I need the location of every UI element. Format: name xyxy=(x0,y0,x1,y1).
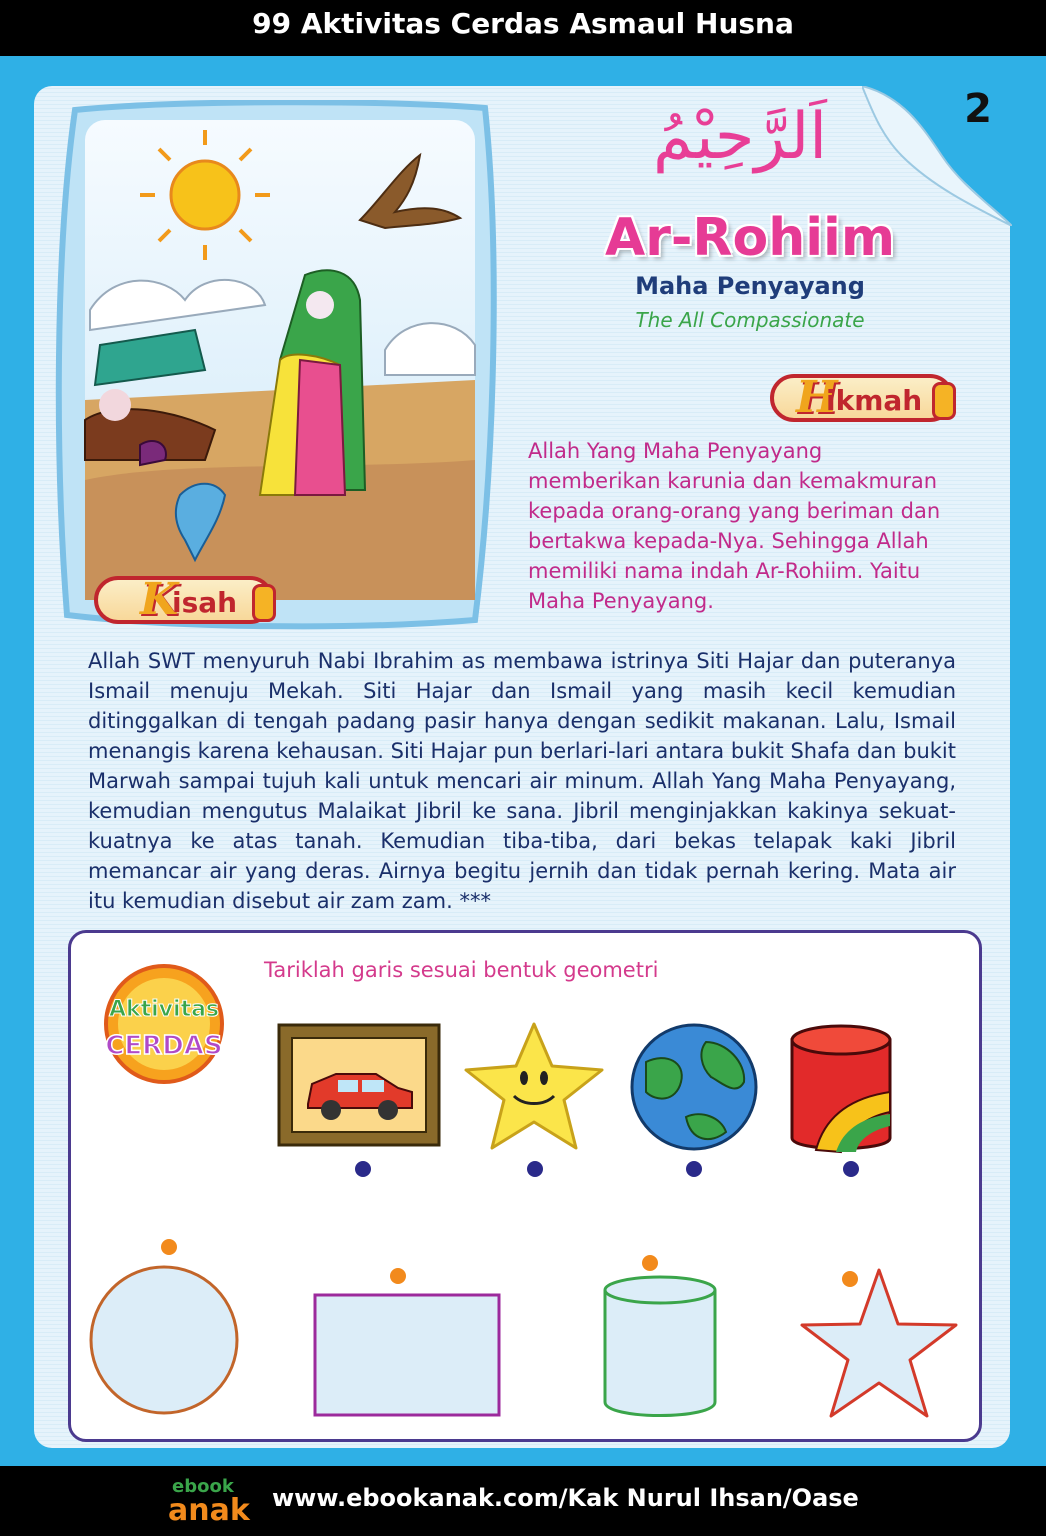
top-dot-4[interactable] xyxy=(843,1161,859,1177)
red-cylinder-can xyxy=(786,1022,896,1156)
kisah-initial: K xyxy=(140,574,179,625)
bottom-dot-3[interactable] xyxy=(642,1255,658,1271)
hikmah-initial: H xyxy=(796,372,838,423)
top-dot-2[interactable] xyxy=(527,1161,543,1177)
bottom-dot-1[interactable] xyxy=(161,1239,177,1255)
rectangle-shape xyxy=(312,1292,502,1418)
hikmah-text: Allah Yang Maha Penyayang memberikan karunia dan kemakmuran kepada orang-orang yang beriman dan bertakwa kepada-Nya. Sehingga Allah memiliki nama indah Ar-Rohiim. Yaitu Maha Penyayang. xyxy=(528,439,941,613)
top-dot-3[interactable] xyxy=(686,1161,702,1177)
story-illustration xyxy=(55,100,500,630)
scroll-cap-icon xyxy=(932,382,956,420)
book-title: 99 Aktivitas Cerdas Asmaul Husna xyxy=(252,7,794,40)
kisah-label xyxy=(94,576,274,624)
page-number: 2 xyxy=(964,86,992,132)
hikmah-label xyxy=(770,374,954,422)
circle-shape xyxy=(88,1264,240,1416)
story-text: Allah SWT menyuruh Nabi Ibrahim as membawa istrinya Siti Hajar dan puteranya Ismail menuju Mekah. Siti Hajar dan Ismail yang masih kecil kemudian ditinggalkan di tengah padang pasir hanya dengan sedikit makanan. Lalu, Ismail menangis karena kehausan. Siti Hajar pun berlari-lari antara bukit Shafa dan bukit Marwah sampai tujuh kali untuk mencari air minum. Allah Yang Maha Penyayang, kemudian mengutus Malaikat Jibril ke sana. Jibril menginjakkan kakinya sekuat-kuatnya ke atas tanah. Kemudian tiba-tiba, dari bekas telapak kaki Jibril memancar air yang deras. Airnya begitu jernih dan tidak pernah kering. Mata air itu kemudian disebut air zam zam. *** xyxy=(88,649,956,913)
hikmah-rest: ikmah xyxy=(826,384,923,417)
kisah-rest: isah xyxy=(172,586,238,619)
asma-meaning: Maha Penyayang xyxy=(635,272,865,300)
top-dot-1[interactable] xyxy=(355,1161,371,1177)
footer-url[interactable]: www.ebookanak.com/Kak Nurul Ihsan/Oase xyxy=(272,1484,859,1512)
asma-name: Ar-Rohiim xyxy=(604,208,896,268)
star-shape xyxy=(798,1266,960,1420)
header-bar xyxy=(0,0,1046,56)
cylinder-shape xyxy=(602,1274,718,1418)
scroll-cap-icon xyxy=(252,584,276,622)
badge-bottom-text: CERDAS xyxy=(105,1031,223,1061)
asma-english: The All Compassionate xyxy=(635,308,865,332)
aktivitas-cerdas-badge xyxy=(92,960,238,1088)
activity-instruction: Tariklah garis sesuai bentuk geometri xyxy=(264,958,659,982)
smiling-star xyxy=(460,1020,608,1152)
framed-car-picture xyxy=(276,1022,442,1148)
arabic-calligraphy: اَلرَّحِيْمُ xyxy=(652,100,828,174)
bottom-dot-4[interactable] xyxy=(842,1271,858,1287)
globe xyxy=(626,1022,762,1152)
ebookanak-logo xyxy=(168,1470,268,1524)
svg-text:ebook: ebook xyxy=(172,1476,234,1497)
svg-text:anak: anak xyxy=(168,1493,250,1524)
badge-top-text: Aktivitas xyxy=(108,997,220,1022)
bottom-dot-2[interactable] xyxy=(390,1268,406,1284)
